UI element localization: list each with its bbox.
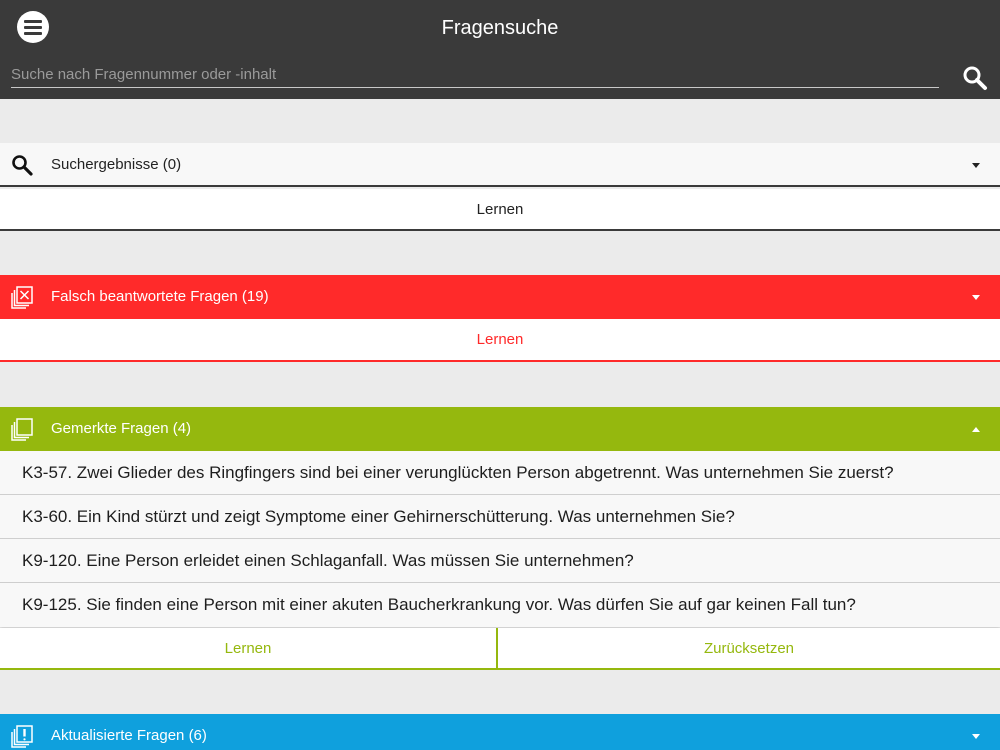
app-header <box>0 0 1000 99</box>
page-title: Fragensuche <box>441 17 559 39</box>
reset-button-bookmarked[interactable]: Zurücksetzen <box>498 628 1000 670</box>
search-icon <box>10 153 34 177</box>
section-header-updated[interactable] <box>0 714 1000 750</box>
section-header-bookmarked[interactable] <box>0 407 1000 451</box>
section-header-wrong-answers[interactable] <box>0 275 1000 319</box>
section-header-search-results[interactable] <box>0 143 1000 187</box>
cards-x-icon <box>10 285 34 309</box>
list-item-question[interactable]: K9-120. Eine Person erleidet einen Schlaganfall. Was müssen Sie unternehmen? <box>0 539 1000 583</box>
search-icon[interactable] <box>961 64 989 92</box>
learn-button-bookmarked[interactable]: Lernen <box>0 628 498 670</box>
section-label: Aktualisierte Fragen (6) <box>51 727 207 744</box>
learn-button-wrong-answers[interactable]: Lernen <box>0 319 1000 362</box>
cards-icon <box>10 417 34 441</box>
list-item-question[interactable]: K3-60. Ein Kind stürzt und zeigt Symptome einer Gehirnerschütterung. Was unternehmen Sie? <box>0 495 1000 539</box>
learn-button-search-results[interactable]: Lernen <box>0 189 1000 231</box>
section-label: Suchergebnisse (0) <box>51 156 182 173</box>
chevron-up-icon <box>972 427 980 432</box>
chevron-down-icon <box>972 295 980 300</box>
chevron-down-icon <box>972 163 980 168</box>
cards-exclamation-icon <box>10 724 34 748</box>
section-label: Falsch beantwortete Fragen (19) <box>51 288 269 305</box>
chevron-down-icon <box>972 734 980 739</box>
search-input[interactable] <box>11 62 939 88</box>
section-label: Gemerkte Fragen (4) <box>51 420 192 437</box>
list-item-question[interactable]: K9-125. Sie finden eine Person mit einer akuten Baucherkrankung vor. Was dürfen Sie auf gar keinen Fall tun? <box>0 583 1000 627</box>
list-item-question[interactable]: K3-57. Zwei Glieder des Ringfingers sind bei einer verunglückten Person abgetrennt. Was unternehmen Sie zuerst? <box>0 451 1000 495</box>
